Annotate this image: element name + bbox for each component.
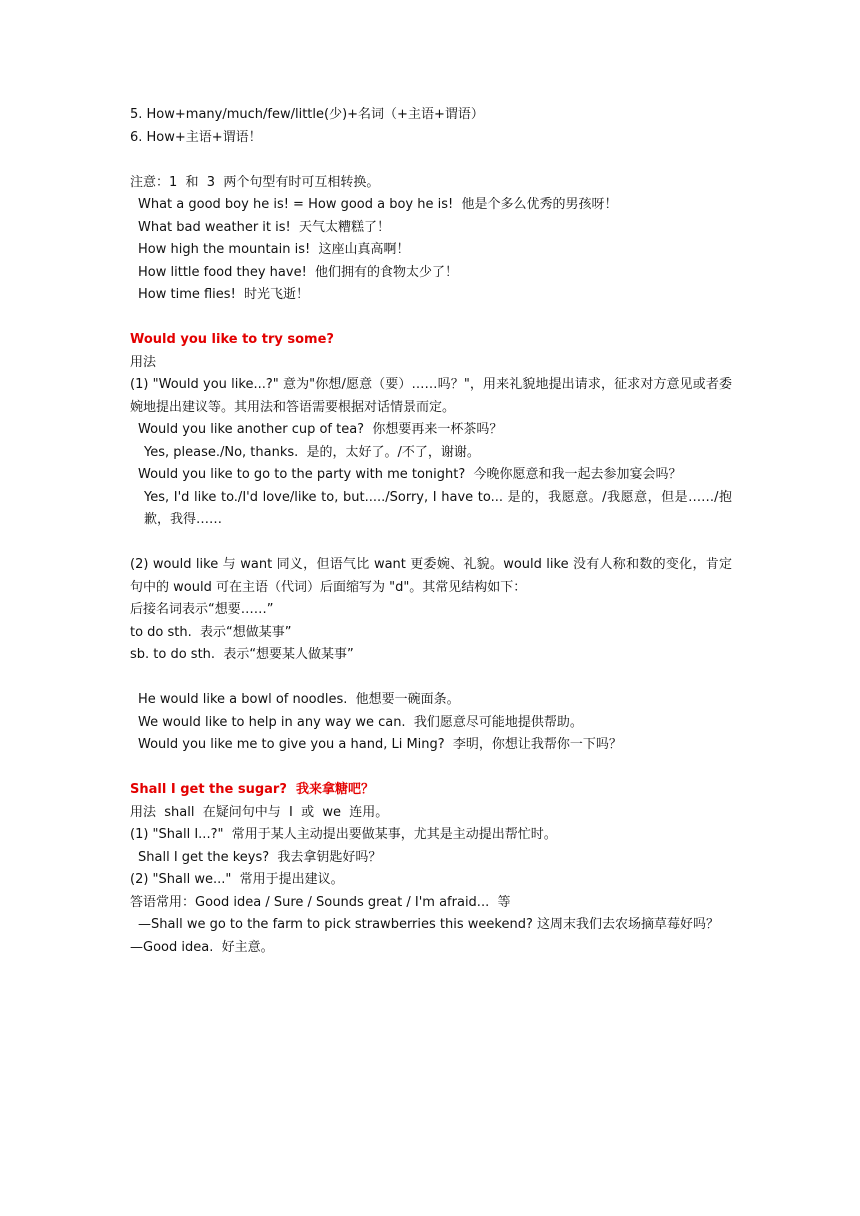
list-item-6: 6. How+主语+谓语！ — [130, 129, 262, 145]
usage-label: 用法 — [130, 354, 157, 370]
example-line: Would you like to go to the party with me tonight? 今晚你愿意和我一起去参加宴会吗？ — [138, 467, 682, 482]
blank-line — [130, 667, 732, 690]
blank-line — [130, 149, 732, 172]
list-item-5: 5. How+many/much/few/little(少)+名词（+主语+谓语） — [130, 107, 484, 122]
document-page — [130, 104, 732, 959]
usage-line: 用法 shall 在疑问句中与 I 或 we 连用。 — [130, 804, 389, 820]
section-heading-would-you-like: Would you like to try some? — [130, 332, 334, 347]
example-line: Shall I get the keys? 我去拿钥匙好吗？ — [138, 849, 382, 865]
blank-line — [130, 307, 732, 330]
structure-line: sb. to do sth. 表示“想要某人做某事” — [130, 647, 354, 662]
structure-line: to do sth. 表示“想做某事” — [130, 624, 292, 640]
answer-line: 答语常用：Good idea / Sure / Sounds great / I'm afraid... 等 — [130, 894, 511, 910]
example-line: How high the mountain is! 这座山真高啊！ — [138, 242, 410, 257]
usage-line: (2) "Shall we..." 常用于提出建议。 — [130, 872, 344, 887]
dialogue-line: —Good idea. 好主意。 — [130, 939, 274, 955]
example-line: How little food they have! 他们拥有的食物太少了！ — [138, 264, 459, 280]
structure-line: 后接名词表示“想要……” — [130, 602, 274, 617]
example-line: Yes, I'd like to./I'd love/like to, but...../Sorry, I have to... 是的，我愿意。/我愿意，但是……/抱歉，我得…… — [144, 489, 732, 527]
example-line: Yes, please./No, thanks. 是的，太好了。/不了，谢谢。 — [144, 444, 480, 460]
blank-line — [130, 757, 732, 780]
example-line: How time flies! 时光飞逝！ — [138, 287, 310, 302]
dialogue-line: —Shall we go to the farm to pick strawberries this weekend? 这周末我们去农场摘草莓好吗？ — [138, 917, 719, 932]
example-line: Would you like me to give you a hand, Li Ming? 李明，你想让我帮你一下吗？ — [138, 737, 622, 752]
example-line: Would you like another cup of tea? 你想要再来一杯茶吗？ — [138, 422, 503, 437]
note-line: 注意：1 和 3 两个句型有时可互相转换。 — [130, 174, 380, 190]
example-line: What a good boy he is! = How good a boy he is! 他是个多么优秀的男孩呀！ — [138, 197, 618, 212]
example-line: We would like to help in any way we can. 我们愿意尽可能地提供帮助。 — [138, 714, 583, 730]
usage-line: (1) "Shall I...?" 常用于某人主动提出要做某事，尤其是主动提出帮忙时。 — [130, 827, 557, 842]
example-line: He would like a bowl of noodles. 他想要一碗面条。 — [138, 692, 460, 707]
section-heading-shall-i: Shall I get the sugar? 我来拿糖吧？ — [130, 782, 374, 797]
usage-paragraph-2: (2) would like 与 want 同义，但语气比 want 更委婉、礼貌。would like 没有人称和数的变化，肯定句中的 would 可在主语（代词）后面缩写为 "d"。其常见结构如下： — [130, 557, 732, 595]
example-line: What bad weather it is! 天气太糟糕了！ — [138, 219, 391, 235]
usage-paragraph-1: (1) "Would you like...?" 意为"你想/愿意（要）……吗？"，用来礼貌地提出请求，征求对方意见或者委婉地提出建议等。其用法和答语需要根据对话情景而定。 — [130, 377, 732, 415]
blank-line — [130, 532, 732, 555]
